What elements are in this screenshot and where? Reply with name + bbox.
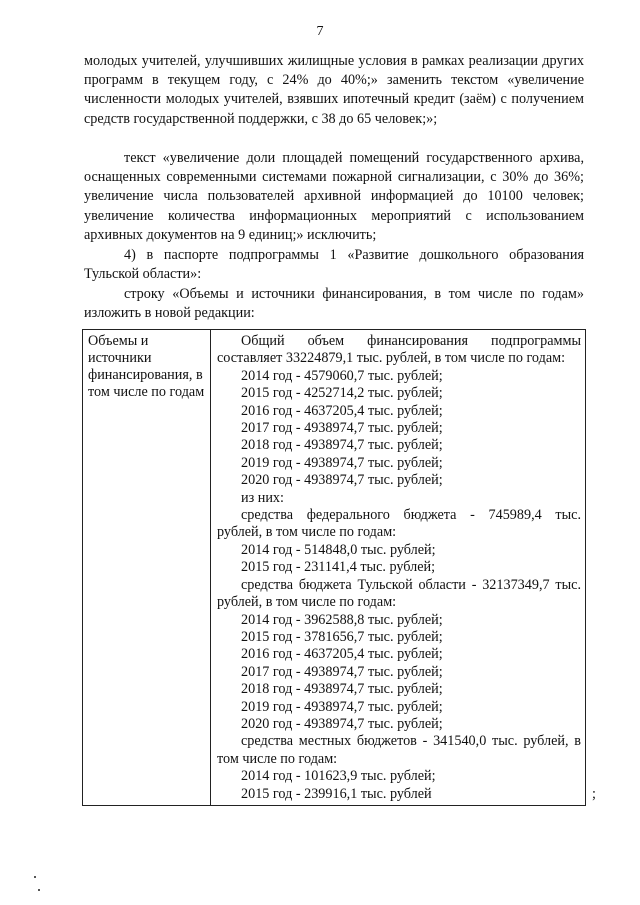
federal-line-1: средства федерального бюджета - 745989,4 тыс. — [241, 507, 581, 524]
federal-year-2014: 2014 год - 514848,0 тыс. рублей; — [241, 541, 436, 558]
page-number: 7 — [316, 24, 324, 39]
total-line-1: Общий объем финансирования подпрограммы — [241, 333, 581, 349]
scan-artifact-dot — [38, 889, 40, 891]
regional-year-2020: 2020 год - 4938974,7 тыс. рублей; — [241, 715, 443, 732]
total-year-2016: 2016 год - 4637205,4 тыс. рублей; — [241, 402, 443, 419]
funding-table — [82, 329, 586, 806]
row-content-cell — [211, 330, 586, 806]
federal-year-2015: 2015 год - 231141,4 тыс. рублей; — [241, 559, 436, 576]
total-year-2017: 2017 год - 4938974,7 тыс. рублей; — [241, 420, 443, 437]
regional-year-2018: 2018 год - 4938974,7 тыс. рублей; — [241, 681, 443, 698]
total-year-2014: 2014 год - 4579060,7 тыс. рублей; — [241, 367, 443, 384]
regional-year-2015: 2015 год - 3781656,7 тыс. рублей; — [241, 628, 443, 645]
regional-year-2014: 2014 год - 3962588,8 тыс. рублей; — [241, 611, 443, 628]
row-label-cell: Объемы и источники финансирования, в том числе по годам — [83, 330, 211, 806]
of-them-label: из них: — [241, 489, 284, 506]
total-year-2018: 2018 год - 4938974,7 тыс. рублей; — [241, 437, 443, 454]
total-line-2: составляет 33224879,1 тыс. рублей, в том числе по годам: — [217, 350, 566, 367]
paragraph-1: молодых учителей, улучшивших жилищные условия в рамках реализации других программ в текущем году, с 24% до 40%;» заменить текстом «увеличение численности молодых учителей, взявших ипотечный кредит (заём) с получением средств государственной поддержки, с 38 до 65 человек;»; — [84, 53, 584, 127]
total-year-2019: 2019 год - 4938974,7 тыс. рублей; — [241, 454, 443, 471]
regional-year-2016: 2016 год - 4637205,4 тыс. рублей; — [241, 646, 443, 663]
scan-artifact-dot — [34, 876, 36, 878]
table-row — [83, 330, 586, 806]
federal-line-2: рублей, в том числе по годам: — [217, 524, 397, 541]
local-line-2: том числе по годам: — [217, 750, 338, 767]
regional-year-2017: 2017 год - 4938974,7 тыс. рублей; — [241, 663, 443, 680]
regional-line-1: средства бюджета Тульской области - 32137349,7 тыс. — [241, 576, 581, 593]
paragraph-4: строку «Объемы и источники финансирования, в том числе по годам» изложить в новой редакции: — [84, 286, 584, 322]
paragraph-3: 4) в паспорте подпрограммы 1 «Развитие дошкольного образования Тульской области»: — [84, 247, 584, 283]
local-year-2014: 2014 год - 101623,9 тыс. рублей; — [241, 768, 436, 785]
regional-year-2019: 2019 год - 4938974,7 тыс. рублей; — [241, 698, 443, 715]
trailing-semicolon: ; — [592, 786, 596, 802]
paragraph-2: текст «увеличение доли площадей помещений государственного архива, оснащенных современными системами пожарной сигнализации, с 30% до 36%; увеличение числа пользователей архивной информацией до 10100 человек; увеличение количества информационных мероприятий с использованием архивных документов на 9 единиц;» исключить; — [84, 150, 584, 243]
total-year-2020: 2020 год - 4938974,7 тыс. рублей; — [241, 472, 443, 489]
local-line-1: средства местных бюджетов - 341540,0 тыс. рублей, в — [241, 733, 581, 750]
total-year-2015: 2015 год - 4252714,2 тыс. рублей; — [241, 385, 443, 402]
regional-line-2: рублей, в том числе по годам: — [217, 594, 397, 611]
local-year-2015: 2015 год - 239916,1 тыс. рублей — [241, 785, 432, 802]
